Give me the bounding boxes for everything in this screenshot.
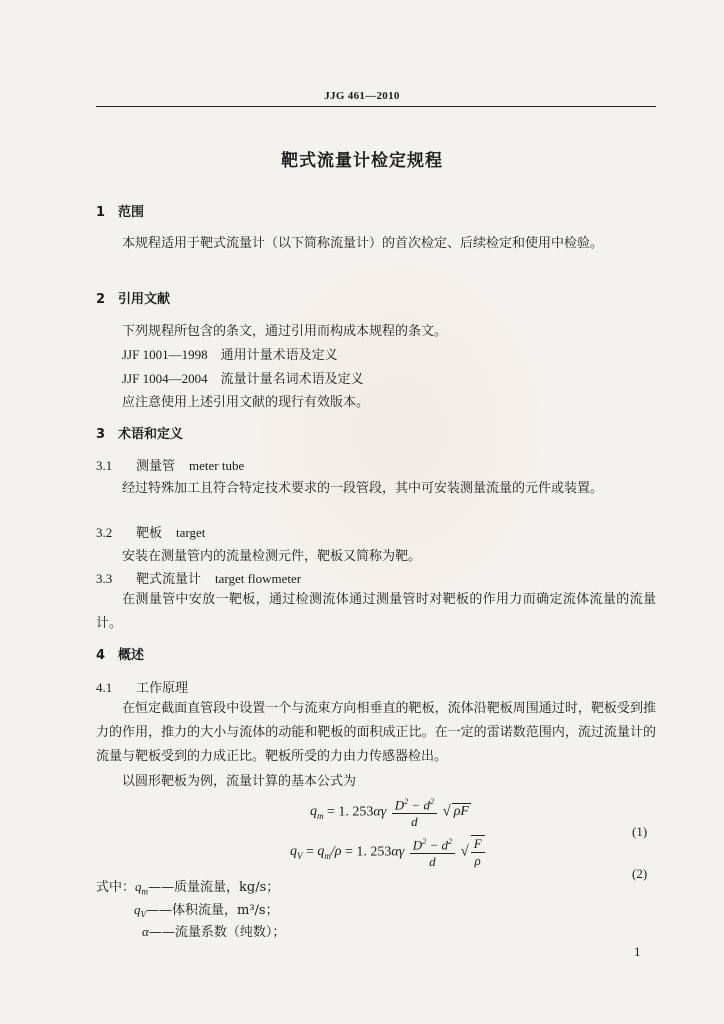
reference-jjf-1001: JJF 1001—1998 通用计量术语及定义 bbox=[122, 347, 338, 362]
term-3-1-heading bbox=[96, 455, 244, 474]
definition-text: ——质量流量，kg/s； bbox=[148, 880, 280, 895]
section-1-paragraph: 本规程适用于靶式流量计（以下简称流量计）的首次检定、后续检定和使用中检验。 bbox=[122, 236, 604, 251]
definition-text: ——体积流量，m³/s； bbox=[146, 903, 279, 918]
variable-definition-alpha: α——流量系数（纯数）； bbox=[142, 924, 286, 940]
term-chinese: 测量管 bbox=[136, 459, 176, 474]
formula-intro: 以圆形靶板为例，流量计算的基本公式为 bbox=[122, 774, 357, 789]
term-3-2-heading bbox=[96, 522, 205, 541]
term-number: 3.2 bbox=[96, 525, 113, 540]
section-title: 范围 bbox=[118, 205, 145, 220]
section-3-heading bbox=[96, 423, 183, 442]
standard-code-header: JJG 461—2010 bbox=[324, 90, 400, 102]
term-chinese: 靶式流量计 bbox=[136, 572, 202, 587]
header-rule bbox=[96, 106, 656, 107]
page-number: 1 bbox=[634, 944, 641, 959]
equation-2-number: (2) bbox=[632, 866, 648, 881]
equation-2: $q_V = q_m/\rho = 1$. 253αγ $\frac{D^2 - d^2}{d}$ √ $\frac{F}{\rho}$ bbox=[290, 834, 487, 870]
equation-1: $q_m = 1$. 253αγ $\frac{D^2 - d^2}{d}$ √ ρF bbox=[310, 794, 471, 830]
variable-definition-qv: $q_V——$体积流量，m³/s； bbox=[134, 902, 279, 920]
equation-1-number: (1) bbox=[632, 824, 648, 839]
subsection-title: 工作原理 bbox=[136, 681, 189, 696]
section-title: 概述 bbox=[118, 648, 145, 663]
term-3-1-definition: 经过特殊加工且符合特定技术要求的一段管段，其中可安装测量流量的元件或装置。 bbox=[122, 481, 604, 496]
variable-definition-qm: 式中：$q_m——$质量流量，kg/s； bbox=[96, 879, 280, 897]
term-english: meter tube bbox=[189, 458, 245, 473]
section-title: 术语和定义 bbox=[118, 427, 184, 442]
document-title: 靶式流量计检定规程 bbox=[281, 151, 443, 171]
term-english: target bbox=[176, 525, 206, 540]
working-principle-paragraph: 在恒定截面直管段中设置一个与流束方向相垂直的靶板，流体沿靶板周围通过时，靶板受到推力的作用，推力的大小与流体的动能和靶板的面积成正比。在一定的雷诺数范围内，流过流量计的流量与靶板受到的力成正比。靶板所受的力由力传感器检出。 bbox=[96, 701, 656, 764]
section-number: 4 bbox=[96, 648, 106, 663]
reference-jjf-1004: JJF 1004—2004 流量计量名词术语及定义 bbox=[122, 371, 364, 386]
subsection-number: 4.1 bbox=[96, 680, 113, 695]
section-2-heading bbox=[96, 288, 170, 307]
term-3-3-definition: 在测量管中安放一靶板，通过检测流体通过测量管时对靶板的作用力而确定流体流量的流量计。 bbox=[96, 592, 656, 631]
references-intro: 下列规程所包含的条文，通过引用而构成本规程的条文。 bbox=[122, 324, 448, 339]
references-note: 应注意使用上述引用文献的现行有效版本。 bbox=[122, 395, 370, 410]
section-1-heading bbox=[96, 201, 144, 220]
fraction: $\frac{D^2 - d^2}{d}$ bbox=[392, 794, 437, 830]
where-label: 式中： bbox=[96, 880, 136, 895]
term-number: 3.3 bbox=[96, 571, 113, 586]
section-number: 3 bbox=[96, 427, 106, 442]
definition-text: ——流量系数（纯数）； bbox=[148, 925, 286, 940]
section-number: 2 bbox=[96, 292, 106, 307]
term-3-2-definition: 安装在测量管内的流量检测元件，靶板又简称为靶。 bbox=[122, 549, 422, 564]
section-number: 1 bbox=[96, 205, 106, 220]
section-4-heading bbox=[96, 644, 144, 663]
subsection-4-1-heading bbox=[96, 677, 188, 696]
term-number: 3.1 bbox=[96, 458, 113, 473]
term-english: target flowmeter bbox=[215, 571, 302, 586]
section-title: 引用文献 bbox=[118, 292, 171, 307]
fraction: $\frac{D^2 - d^2}{d}$ bbox=[410, 834, 455, 870]
term-3-3-heading bbox=[96, 568, 301, 587]
term-chinese: 靶板 bbox=[136, 526, 163, 541]
